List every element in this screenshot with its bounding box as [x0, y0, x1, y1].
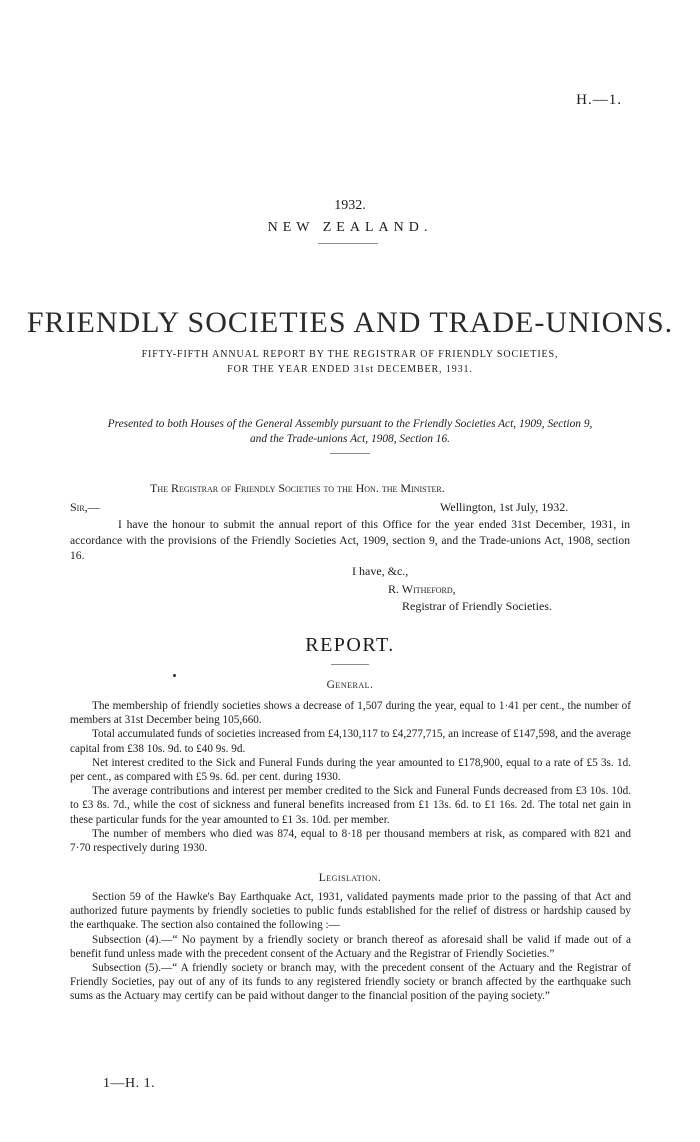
letter-heading: The Registrar of Friendly Societies to the Hon. the Minister.: [150, 481, 445, 495]
main-title: FRIENDLY SOCIETIES AND TRADE-UNIONS.: [26, 306, 674, 339]
page-reference: H.—1.: [576, 92, 622, 108]
letter-salutation: Sir,—: [70, 500, 100, 514]
general-section: [70, 699, 631, 855]
general-paragraph: The number of members who died was 874, equal to 8·18 per thousand members at risk, as compared with 821 and 7·70 respectively during 1930.: [70, 827, 631, 855]
presented-divider: [330, 453, 370, 454]
title-divider: [318, 243, 378, 244]
stray-mark: [173, 674, 176, 677]
letter-signatory: R. Witheford,: [388, 582, 456, 596]
report-heading: REPORT.: [305, 634, 395, 656]
subtitle-line-1: FIFTY-FIFTH ANNUAL REPORT BY THE REGISTRAR OF FRIENDLY SOCIETIES,: [141, 349, 559, 360]
general-heading: General.: [326, 679, 374, 691]
legislation-section: [70, 890, 631, 1004]
presented-line-1: Presented to both Houses of the General Assembly pursuant to the Friendly Societies Act, 1909, Section 9,: [107, 418, 593, 430]
report-year: 1932.: [334, 198, 366, 213]
general-paragraph: Net interest credited to the Sick and Funeral Funds during the year amounted to £178,900, equal to a rate of £5 3s. 1d. per cent., as compared with £5 9s. 6d. per cent. during 1930.: [70, 756, 631, 784]
letter-signatory-title: Registrar of Friendly Societies.: [402, 599, 552, 613]
signature-mark: 1—H. 1.: [103, 1076, 156, 1091]
general-paragraph: The average contributions and interest per member credited to the Sick and Funeral Funds decreased from £3 10s. 10d. to £3 8s. 7d., while the cost of sickness and funeral benefits increased from £1 13s. 6d. to £1 16s. 2d. The total net gain in these particular funds for the year amounted to £1 3s. 10d. per member.: [70, 785, 631, 826]
general-paragraph: Total accumulated funds of societies increased from £4,130,117 to £4,277,715, an increase of £147,598, and the average capital from £38 10s. 9d. to £40 9s. 9d.: [70, 728, 631, 755]
legislation-heading: Legislation.: [318, 872, 382, 884]
legislation-paragraph: Subsection (4).—“ No payment by a friendly society or branch thereof as aforesaid shall be valid if made out of a benefit fund unless made with the precedent consent of the Actuary and the Registrar of Friendly Societies.”: [70, 933, 631, 960]
legislation-paragraph: Subsection (5).—“ A friendly society or branch may, with the precedent consent of the Actuary and the Registrar of Friendly Societies, pay out of any of its funds to any registered friendly society or branch affected by the earthquake such sums as the Actuary may certify can be paid without danger to the financial position of the paying society.”: [70, 962, 631, 1003]
letter-closing: I have, &c.,: [352, 564, 409, 578]
presented-line-2: and the Trade-unions Act, 1908, Section 16.: [249, 433, 451, 445]
country-heading: NEW ZEALAND.: [267, 220, 433, 235]
report-divider: [331, 664, 369, 665]
legislation-paragraph: Section 59 of the Hawke's Bay Earthquake Act, 1931, validated payments made prior to the passing of that Act and authorized future payments by friendly societies to public funds established for the relief of distress or hardship caused by the earthquake. The section also contained the following :—: [70, 891, 631, 932]
general-paragraph: The membership of friendly societies shows a decrease of 1,507 during the year, equal to 1·41 per cent., the number of members at 31st December being 105,660.: [70, 700, 631, 727]
subtitle-line-2: FOR THE YEAR ENDED 31st DECEMBER, 1931.: [227, 364, 473, 375]
letter-place-date: Wellington, 1st July, 1932.: [440, 500, 569, 514]
letter-body: I have the honour to submit the annual report of this Office for the year ended 31st December, 1931, in accordance with the provisions of the Friendly Societies Act, 1909, section 9, and the Trade-unions Act, 1908, section 16.: [70, 518, 630, 562]
